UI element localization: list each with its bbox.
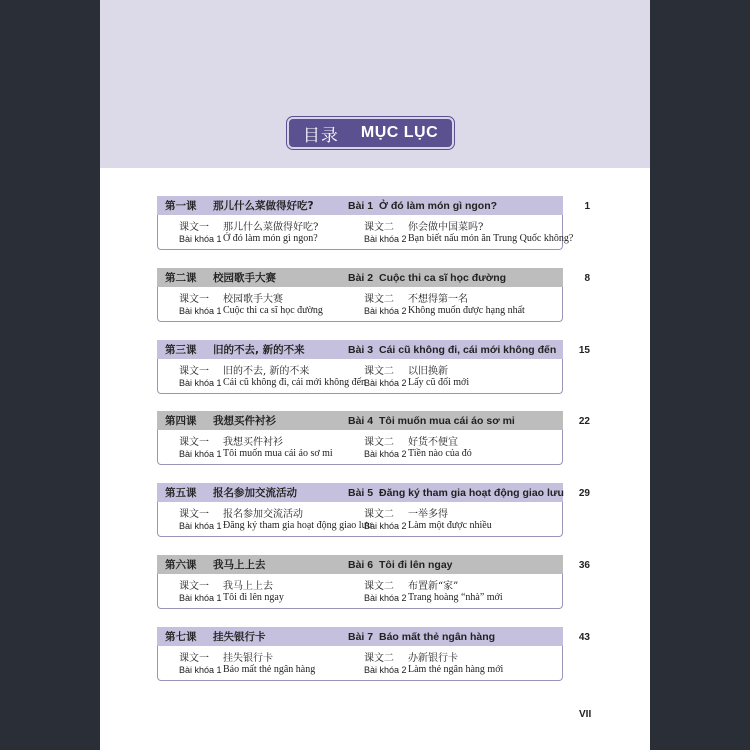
toc-entry[interactable]	[157, 411, 563, 465]
toc-title-vn: MỤC LỤC	[360, 124, 439, 141]
lesson-title-vn: Báo mất thẻ ngân hàng	[379, 630, 496, 643]
toc-page-number: 29	[578, 488, 590, 499]
text1-title-cn: 我想买件衬衫	[223, 437, 283, 448]
text2-label-vn: Bài khóa 2	[364, 234, 407, 244]
lesson-number-vn: Bài 6	[348, 558, 374, 571]
text1-label-cn: 课文一	[179, 653, 209, 664]
text2-title-vn: Tiền nào của đó	[408, 448, 472, 459]
lesson-texts-box	[157, 574, 563, 609]
text2-title-cn: 不想得第一名	[408, 294, 468, 305]
lesson-texts-box	[157, 430, 563, 465]
lesson-number-vn: Bài 1	[348, 199, 374, 212]
lesson-header-bar	[157, 411, 563, 430]
lesson-texts-box	[157, 502, 563, 537]
lesson-header-bar	[157, 555, 563, 574]
text1-title-vn: Cái cũ không đi, cái mới không đến	[223, 377, 367, 388]
toc-title-cn: 目录	[302, 125, 339, 146]
lesson-title-vn: Cuộc thi ca sĩ học đường	[379, 271, 507, 284]
lesson-title-vn: Tôi đi lên ngay	[379, 558, 453, 571]
text2-title-cn: 以旧换新	[408, 366, 448, 377]
text1-title-vn: Đăng ký tham gia hoạt động giao lưu	[223, 520, 373, 531]
toc-page-number: 22	[578, 416, 590, 427]
lesson-texts-box	[157, 287, 563, 322]
text2-label-cn: 课文二	[364, 222, 394, 233]
text2-label-cn: 课文二	[364, 366, 394, 377]
text1-title-cn: 那儿什么菜做得好吃?	[223, 222, 319, 233]
lesson-code-cn: 第五课	[165, 487, 197, 499]
lesson-title-cn: 校园歌手大赛	[213, 272, 276, 284]
book-page	[100, 0, 650, 750]
text1-label-cn: 课文一	[179, 294, 209, 305]
text2-title-cn: 一举多得	[408, 509, 448, 520]
text2-title-cn: 办新银行卡	[408, 653, 458, 664]
toc-entry[interactable]	[157, 627, 563, 681]
text1-title-vn: Ở đó làm món gì ngon?	[223, 233, 318, 244]
text1-label-vn: Bài khóa 1	[179, 665, 222, 675]
lesson-number-vn: Bài 2	[348, 271, 374, 284]
lesson-header-bar	[157, 268, 563, 287]
text2-label-vn: Bài khóa 2	[364, 378, 407, 388]
toc-entry[interactable]	[157, 340, 563, 394]
lesson-header-bar	[157, 340, 563, 359]
toc-entry[interactable]	[157, 268, 563, 322]
toc-entry[interactable]	[157, 555, 563, 609]
toc-entry[interactable]	[157, 483, 563, 537]
text2-label-cn: 课文二	[364, 437, 394, 448]
text1-label-vn: Bài khóa 1	[179, 521, 222, 531]
lesson-title-vn: Tôi muốn mua cái áo sơ mi	[379, 414, 515, 427]
text1-label-vn: Bài khóa 1	[179, 306, 222, 316]
text1-label-vn: Bài khóa 1	[179, 378, 222, 388]
text2-label-vn: Bài khóa 2	[364, 306, 407, 316]
text2-title-vn: Trang hoàng “nhà” mới	[408, 592, 503, 603]
text1-label-vn: Bài khóa 1	[179, 449, 222, 459]
lesson-title-cn: 挂失银行卡	[213, 631, 266, 643]
lesson-number-vn: Bài 3	[348, 343, 374, 356]
lesson-number-vn: Bài 5	[348, 486, 374, 499]
lesson-code-cn: 第一课	[165, 200, 197, 212]
toc-page-number: 43	[578, 632, 590, 643]
text1-title-vn: Tôi đi lên ngay	[223, 592, 284, 603]
lesson-code-cn: 第七课	[165, 631, 197, 643]
text2-label-vn: Bài khóa 2	[364, 521, 407, 531]
text1-label-vn: Bài khóa 1	[179, 593, 222, 603]
text2-label-cn: 课文二	[364, 653, 394, 664]
text1-title-cn: 挂失银行卡	[223, 653, 273, 664]
text1-title-cn: 报名参加交流活动	[223, 509, 303, 520]
lesson-title-cn: 我想买件衬衫	[213, 415, 276, 427]
lesson-texts-box	[157, 215, 574, 250]
toc-entry[interactable]	[157, 196, 574, 250]
lesson-title-cn: 旧的不去, 新的不来	[213, 344, 305, 356]
text2-title-cn: 布置新“家”	[408, 581, 459, 592]
text1-title-vn: Tôi muốn mua cái áo sơ mi	[223, 448, 333, 459]
toc-page-number: 15	[578, 345, 590, 356]
text1-label-cn: 课文一	[179, 437, 209, 448]
text2-title-vn: Bạn biết nấu món ăn Trung Quốc không?	[408, 233, 574, 244]
text2-title-vn: Làm một được nhiều	[408, 520, 492, 531]
lesson-code-cn: 第六课	[165, 559, 197, 571]
text2-label-vn: Bài khóa 2	[364, 449, 407, 459]
toc-page-number: 1	[584, 201, 590, 212]
text1-title-vn: Báo mất thẻ ngân hàng	[223, 664, 316, 675]
text1-title-cn: 旧的不去, 新的不来	[223, 366, 310, 377]
lesson-title-cn: 我马上上去	[213, 559, 266, 571]
lesson-title-vn: Cái cũ không đi, cái mới không đến	[379, 343, 557, 356]
text1-label-cn: 课文一	[179, 366, 209, 377]
text2-label-cn: 课文二	[364, 294, 394, 305]
text1-label-cn: 课文一	[179, 222, 209, 233]
text2-label-cn: 课文二	[364, 581, 394, 592]
lesson-title-vn: Ở đó làm món gì ngon?	[379, 199, 498, 212]
lesson-title-cn: 那儿什么菜做得好吃?	[213, 200, 314, 212]
text2-label-vn: Bài khóa 2	[364, 665, 407, 675]
lesson-code-cn: 第二课	[165, 272, 197, 284]
text2-title-cn: 你会做中国菜吗?	[408, 222, 484, 233]
text1-label-cn: 课文一	[179, 581, 209, 592]
text1-label-cn: 课文一	[179, 509, 209, 520]
lesson-title-vn: Đăng ký tham gia hoạt động giao lưu	[379, 486, 564, 499]
lesson-header-bar	[157, 196, 563, 215]
lesson-header-bar	[157, 483, 563, 502]
text2-label-vn: Bài khóa 2	[364, 593, 407, 603]
toc-page-number: 36	[578, 560, 590, 571]
text2-label-cn: 课文二	[364, 509, 394, 520]
toc-title-badge	[287, 117, 454, 149]
toc-page-number: 8	[584, 273, 590, 284]
lesson-title-cn: 报名参加交流活动	[213, 487, 297, 499]
lesson-header-bar	[157, 627, 563, 646]
text1-title-vn: Cuộc thi ca sĩ học đường	[223, 305, 323, 316]
lesson-texts-box	[157, 359, 563, 394]
lesson-number-vn: Bài 4	[348, 414, 374, 427]
lesson-code-cn: 第三课	[165, 344, 197, 356]
text2-title-cn: 好货不便宜	[408, 437, 458, 448]
lesson-code-cn: 第四课	[165, 415, 197, 427]
text1-title-cn: 我马上上去	[223, 581, 273, 592]
lesson-number-vn: Bài 7	[348, 630, 374, 643]
text2-title-vn: Lấy cũ đổi mới	[408, 377, 470, 388]
text1-title-cn: 校园歌手大赛	[223, 294, 283, 305]
page-number: VII	[579, 709, 592, 720]
text1-label-vn: Bài khóa 1	[179, 234, 222, 244]
text2-title-vn: Không muốn được hạng nhất	[408, 305, 525, 316]
text2-title-vn: Làm thẻ ngân hàng mới	[408, 664, 504, 675]
lesson-texts-box	[157, 646, 563, 681]
